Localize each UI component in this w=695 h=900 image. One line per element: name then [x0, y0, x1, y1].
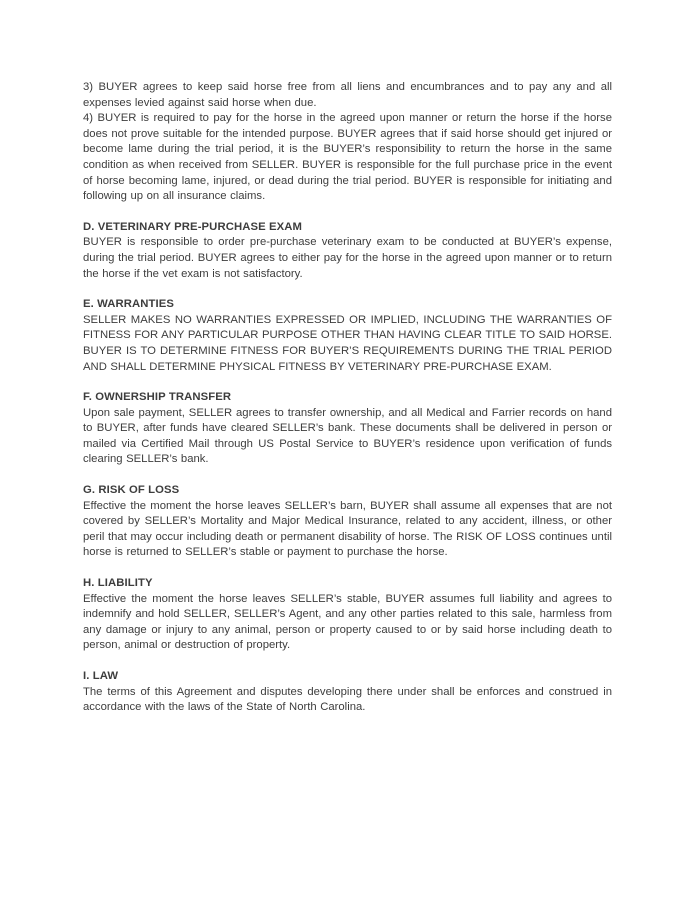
section-liability	[83, 576, 612, 654]
clause-3: 3) BUYER agrees to keep said horse free from all liens and encumbrances and to pay any and all expenses levied against said horse when due.	[83, 81, 612, 109]
section-body-risk-of-loss: Effective the moment the horse leaves SELLER’s barn, BUYER shall assume all expenses that are not covered by SELLER’s Mortality and Major Medical Insurance, related to any accident, illness, or other peril that may occur including death or permanent disability of horse. The RISK OF LOSS continues until horse is returned to SELLER’s stable or payment to purchase the horse.	[83, 499, 612, 559]
section-heading-warranties: E. WARRANTIES	[83, 298, 175, 311]
section-warranties	[83, 297, 612, 375]
section-heading-law: I. LAW	[83, 670, 119, 682]
section-veterinary-pre-purchase-exam	[83, 220, 612, 282]
section-body-liability: Effective the moment the horse leaves SELLER’s stable, BUYER assumes full liability and agrees to indemnify and hold SELLER, SELLER’s Agent, and any other parties related to this sale, harmless from any damage or injury to any animal, person or property caused to or by said horse including death to person, animal or destruction of property.	[83, 592, 612, 652]
section-body-ownership-transfer: Upon sale payment, SELLER agrees to transfer ownership, and all Medical and Farrier records on hand to BUYER, after funds have cleared SELLER’s bank. These documents shall be delivered in person or mailed via Certified Mail through US Postal Service to BUYER’s residence upon verification of funds clearing SELLER’s bank.	[83, 406, 612, 466]
clause-4: 4) BUYER is required to pay for the horse in the agreed upon manner or return the horse if the horse does not prove suitable for the intended purpose. BUYER agrees that if said horse should get injured or become lame during the trial period, it is the BUYER’s responsibility to return the horse in the same condition as when received from SELLER. BUYER is responsible for the full purchase price in the event of horse becoming lame, injured, or dead during the trial period. BUYER is responsible for initiating and following up on all insurance claims.	[83, 112, 612, 203]
section-law	[83, 669, 612, 716]
section-risk-of-loss	[83, 483, 612, 561]
section-body-veterinary-pre-purchase-exam: BUYER is responsible to order pre-purchase veterinary exam to be conducted at BUYER’s expense, during the trial period. BUYER agrees to either pay for the horse in the agreed upon manner or to return the horse if the vet exam is not satisfactory.	[83, 236, 612, 280]
section-body-law: The terms of this Agreement and disputes developing there under shall be enforces and construed in accordance with the laws of the State of North Carolina.	[83, 685, 612, 714]
section-heading-ownership-transfer: F. OWNERSHIP TRANSFER	[83, 391, 232, 404]
section-heading-liability: H. LIABILITY	[83, 577, 153, 590]
section-heading-risk-of-loss: G. RISK OF LOSS	[83, 484, 180, 497]
section-body-warranties: SELLER MAKES NO WARRANTIES EXPRESSED OR IMPLIED, INCLUDING THE WARRANTIES OF FITNESS FOR ANY PARTICULAR PURPOSE OTHER THAN HAVING CLEAR TITLE TO SAID HORSE. BUYER IS TO DETERMINE FITNESS FOR BUYER’S REQUIREMENTS DURING THE TRIAL PERIOD AND SHALL DETERMINE PHYSICAL FITNESS BY VETERINARY PRE-PURCHASE EXAM.	[83, 313, 612, 373]
section-heading-veterinary-pre-purchase-exam: D. VETERINARY PRE-PURCHASE EXAM	[83, 220, 303, 233]
section-ownership-transfer	[83, 390, 612, 468]
